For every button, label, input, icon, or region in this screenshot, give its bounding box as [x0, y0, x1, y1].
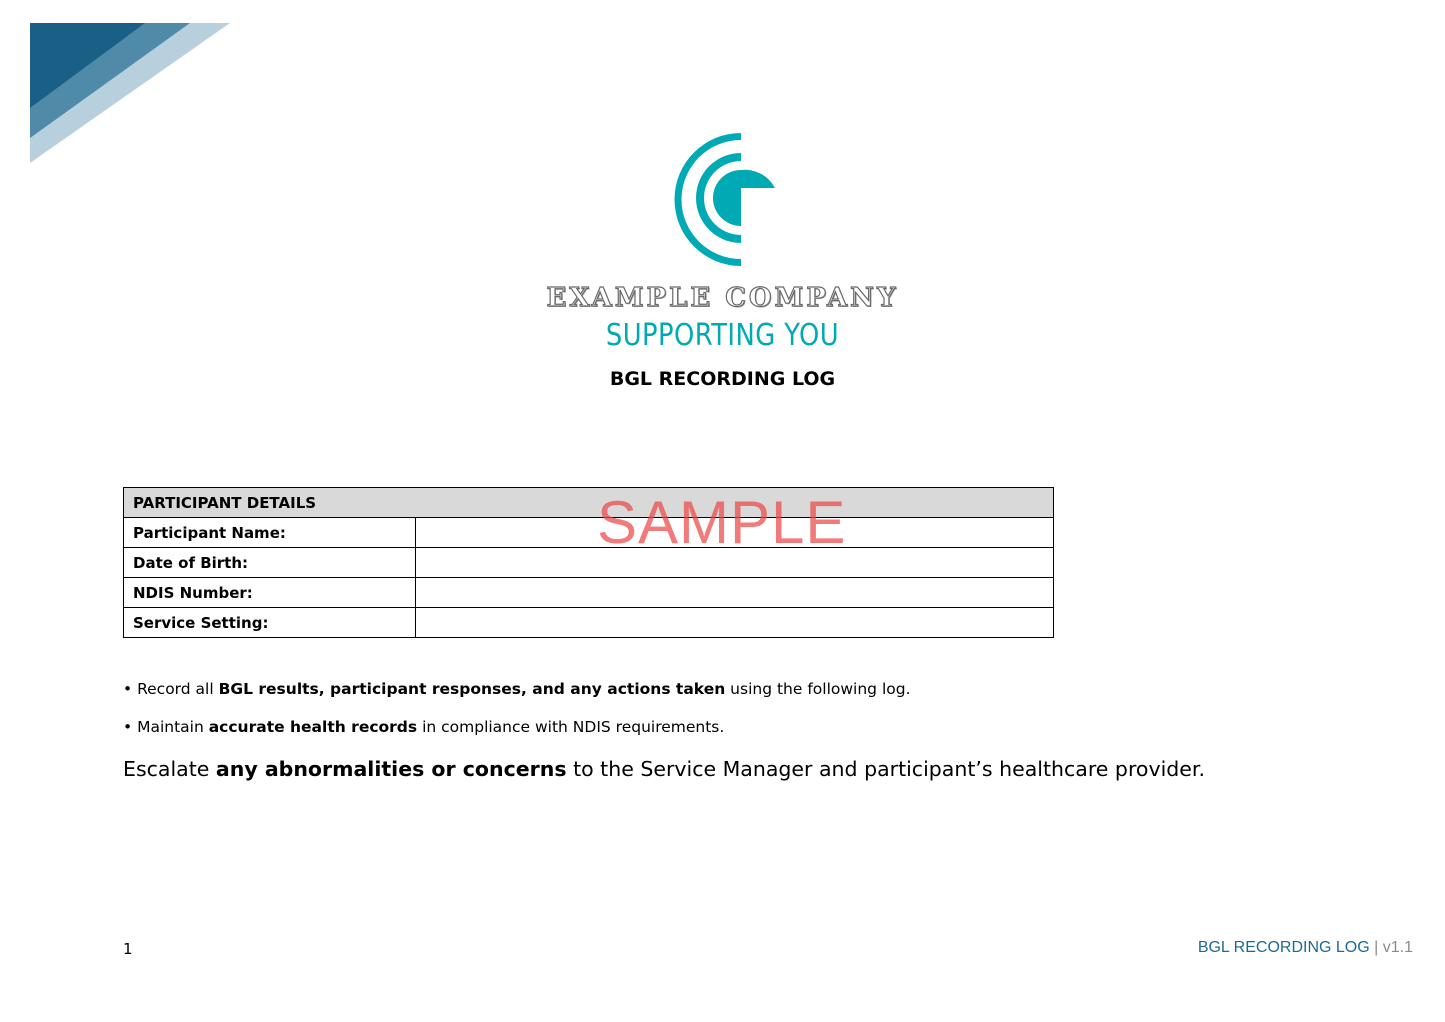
instruction-text: in compliance with NDIS requirements.	[417, 718, 725, 736]
page-number: 1	[123, 940, 133, 958]
instruction-text: Escalate	[123, 757, 216, 781]
instruction-bold-text: accurate health records	[208, 718, 418, 736]
service-setting-field[interactable]	[416, 608, 1054, 638]
service-setting-label: Service Setting:	[124, 608, 416, 638]
instruction-text: using the following log.	[725, 680, 911, 698]
instruction-bold-text: any abnormalities or concerns	[215, 757, 567, 781]
concentric-arc-logo-icon	[663, 128, 783, 270]
participant-details-header-row	[124, 488, 1054, 518]
table-row	[124, 548, 1054, 578]
company-tagline: SUPPORTING YOU	[605, 318, 840, 353]
table-row	[124, 578, 1054, 608]
date-of-birth-field[interactable]	[416, 548, 1054, 578]
ndis-number-label: NDIS Number:	[124, 578, 416, 608]
table-row	[124, 608, 1054, 638]
instruction-bold-text: BGL results, participant responses, and any actions taken	[218, 680, 726, 698]
table-row	[124, 518, 1054, 548]
footer-separator: |	[1369, 939, 1383, 956]
participant-details-header: PARTICIPANT DETAILS	[124, 488, 1054, 518]
escalation-instruction	[123, 757, 1205, 781]
company-name: EXAMPLE COMPANY	[546, 283, 899, 313]
instruction-record-results	[123, 680, 911, 698]
participant-details-table	[123, 487, 1054, 638]
sample-watermark: SAMPLE	[597, 489, 847, 556]
instruction-text: to the Service Manager and participant’s healthcare provider.	[566, 757, 1205, 781]
ndis-number-field[interactable]	[416, 578, 1054, 608]
participant-name-label: Participant Name:	[124, 518, 416, 548]
footer-document-label	[1198, 939, 1413, 957]
instruction-text: • Record all	[123, 680, 219, 698]
footer-version: v1.1	[1382, 939, 1413, 956]
instruction-text: • Maintain	[123, 718, 209, 736]
instruction-maintain-records	[123, 718, 724, 736]
footer-title: BGL RECORDING LOG	[1197, 939, 1370, 956]
logo	[0, 128, 1445, 270]
participant-name-field[interactable]	[416, 518, 1054, 548]
document-title: BGL RECORDING LOG	[609, 368, 836, 390]
date-of-birth-label: Date of Birth:	[124, 548, 416, 578]
